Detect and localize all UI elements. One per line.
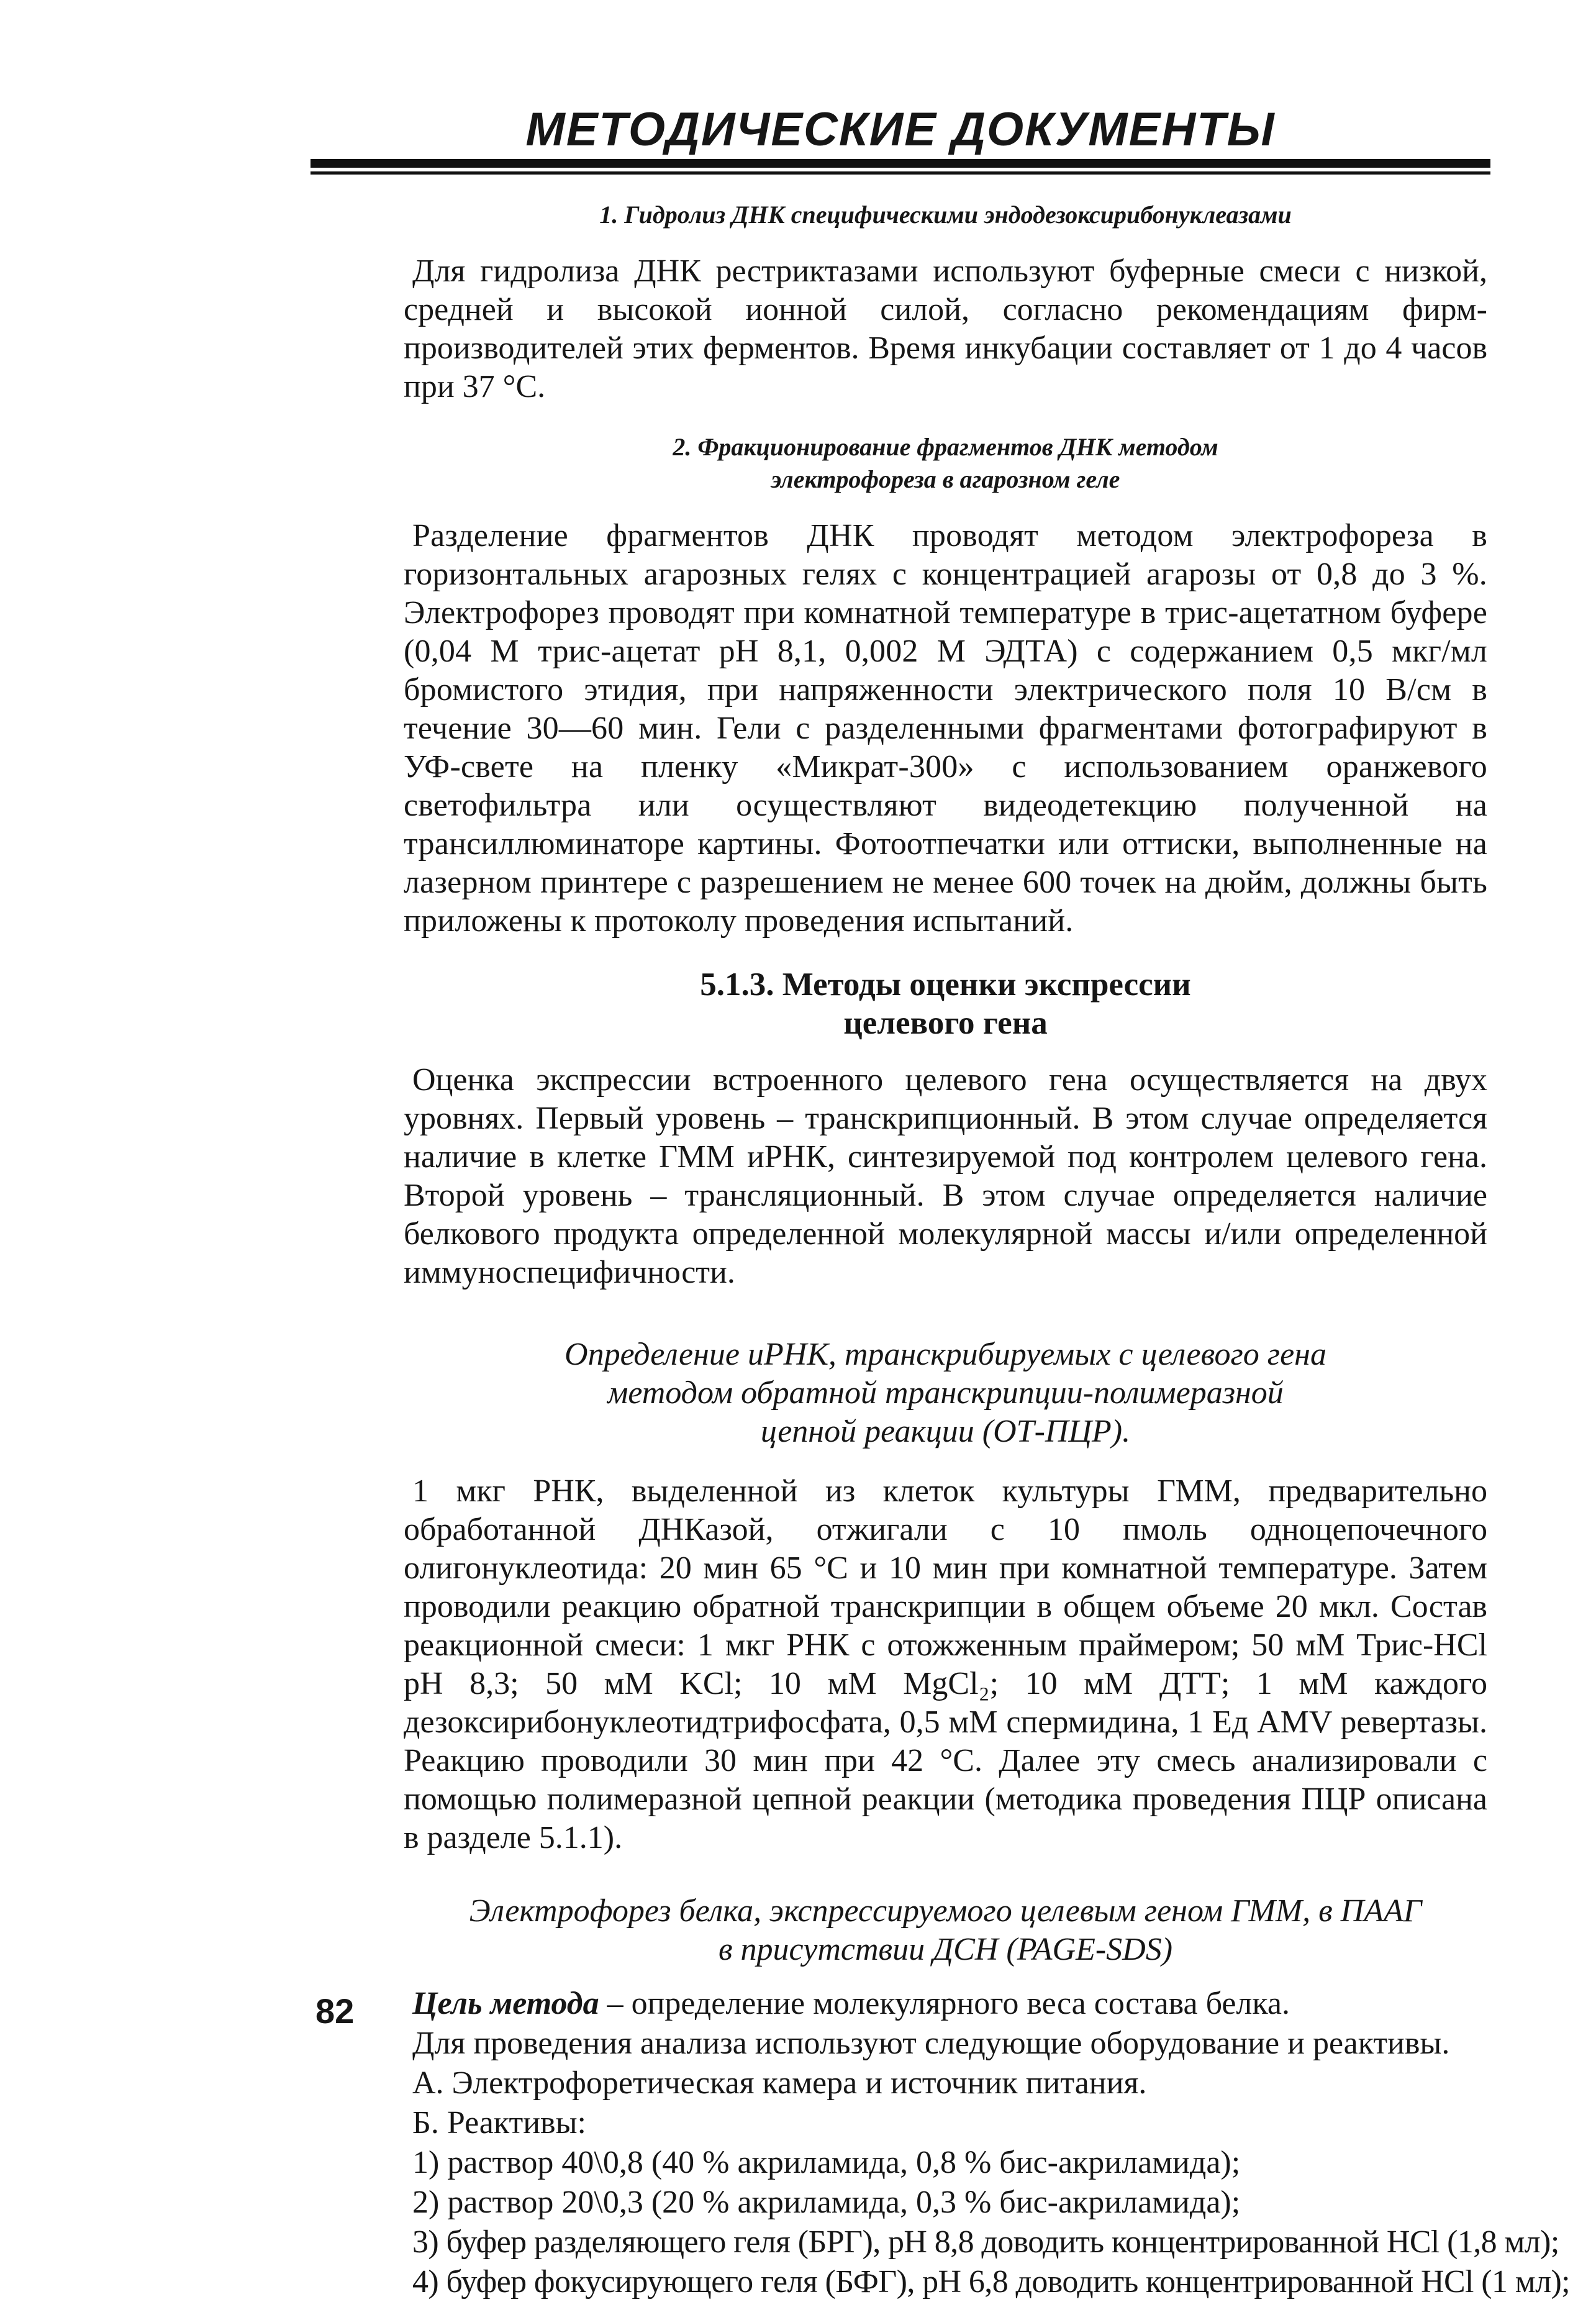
reagent-item: 2) раствор 20\0,3 (20 % акриламида, 0,3 % бис-акриламида); (412, 2185, 1241, 2220)
paragraph-expression: Оценка экспрессии встроенного целевого гена осуществляется на двух уровнях. Первый уровень – транскрипционный. В этом случае определяется наличие в клетке ГММ иРНК, синтезируемой под контролем целевого гена. Второй уровень – трансляционный. В этом случае определяется наличие белкового продукта определенной молекулярной массы и/или определенной иммуноспецифичности. (404, 1062, 1487, 1290)
header-rule-thick (311, 159, 1490, 168)
method-goal-label: Цель метода (412, 1986, 599, 2021)
page-number: 82 (315, 1991, 355, 2031)
reagent-item: 3) буфер разделяющего геля (БРГ), pH 8,8 доводить концентрированной HCl (1,8 мл); (412, 2224, 1559, 2260)
section-heading-fractionation-line1: 2. Фракционирование фрагментов ДНК методом (673, 433, 1218, 461)
paragraph-rtpcr: 1 мкг РНК, выделенной из клеток культуры ГММ, предварительно обработанной ДНКазой, отжигали с 10 пмоль одноцепочечного олигонуклеотида: 20 мин 65 °С и 10 мин при комнатной температуре. Затем проводили реакцию обратной транскрипции в общем объеме 20 мкл. Состав реакционной смеси: 1 мкг РНК с отожженным праймером; 50 мМ Трис-HCl pH 8,3; 50 мМ KCl; 10 мМ MgCl₂; 10 мМ ДТТ; 1 мМ каждого дезоксирибонуклеотидтрифосфата, 0,5 мМ спермидина, 1 Ед AMV ревертазы. Реакцию проводили 30 мин при 42 °С. Далее эту смесь анализировали с помощью полимеразной цепной реакции (методика проведения ПЦР описана в разделе 5.1.1). (404, 1473, 1487, 1855)
section-heading-513-line1: 5.1.3. Методы оценки экспрессии (700, 967, 1191, 1003)
section-heading-hydrolysis: 1. Гидролиз ДНК специфическими эндодезоксирибонуклеазами (599, 201, 1292, 229)
subsection-heading-page-sds-line1: Электрофорез белка, экспрессируемого целевым геном ГММ, в ПААГ (469, 1893, 1422, 1929)
reagent-item: 1) раствор 40\0,8 (40 % акриламида, 0,8 % бис-акриламида); (412, 2145, 1241, 2180)
subsection-heading-rtpcr-line1: Определение иРНК, транскрибируемых с целевого гена (564, 1337, 1326, 1372)
reagent-item: 4) буфер фокусирующего геля (БФГ), pH 6,8 доводить концентрированной HCl (1 мл); (412, 2264, 1571, 2300)
header-rule-thin (311, 171, 1490, 175)
running-title: МЕТОДИЧЕСКИЕ ДОКУМЕНТЫ (525, 103, 1276, 156)
section-heading-fractionation-line2: электрофореза в агарозном геле (771, 465, 1120, 493)
subsection-heading-page-sds-line2: в присутствии ДСН (PAGE-SDS) (718, 1932, 1173, 1967)
item-a: А. Электрофоретическая камера и источник питания. (412, 2065, 1147, 2101)
subsection-heading-rtpcr-line2: методом обратной транскрипции-полимеразной (607, 1375, 1284, 1411)
paragraph-electrophoresis: Разделение фрагментов ДНК проводят методом электрофореза в горизонтальных агарозных гелях с концентрацией агарозы от 0,8 до 3 %. Электрофорез проводят при комнатной температуре в трис-ацетатном буфере (0,04 М трис-ацетат pH 8,1, 0,002 М ЭДТА) с содержанием 0,5 мкг/мл бромистого этидия, при напряженности электрического поля 10 В/см в течение 30—60 мин. Гели с разделенными фрагментами фотографируют в УФ-свете на пленку «Микрат-300» с использованием оранжевого светофильтра или осуществляют видеодетекцию полученной на трансиллюминаторе картины. Фотоотпечатки или оттиски, выполненные на лазерном принтере с разрешением не менее 600 точек на дюйм, должны быть приложены к протоколу проведения испытаний. (404, 518, 1487, 939)
document-body (404, 199, 1571, 2302)
method-goal-text: – определение молекулярного веса состава белка. (599, 1986, 1290, 2021)
paragraph-hydrolysis: Для гидролиза ДНК рестриктазами используют буферные смеси с низкой, средней и высокой ионной силой, согласно рекомендациям фирм-производителей этих ферментов. Время инкубации составляет от 1 до 4 часов при 37 °С. (404, 253, 1487, 404)
section-heading-513-line2: целевого гена (843, 1005, 1048, 1041)
page-header (311, 102, 1490, 158)
item-b: Б. Реактивы: (412, 2105, 586, 2140)
subsection-heading-rtpcr-line3: цепной реакции (ОТ-ПЦР). (760, 1414, 1131, 1449)
equipment-intro: Для проведения анализа используют следующие оборудование и реактивы. (412, 2026, 1450, 2061)
method-goal (404, 1984, 1487, 2024)
